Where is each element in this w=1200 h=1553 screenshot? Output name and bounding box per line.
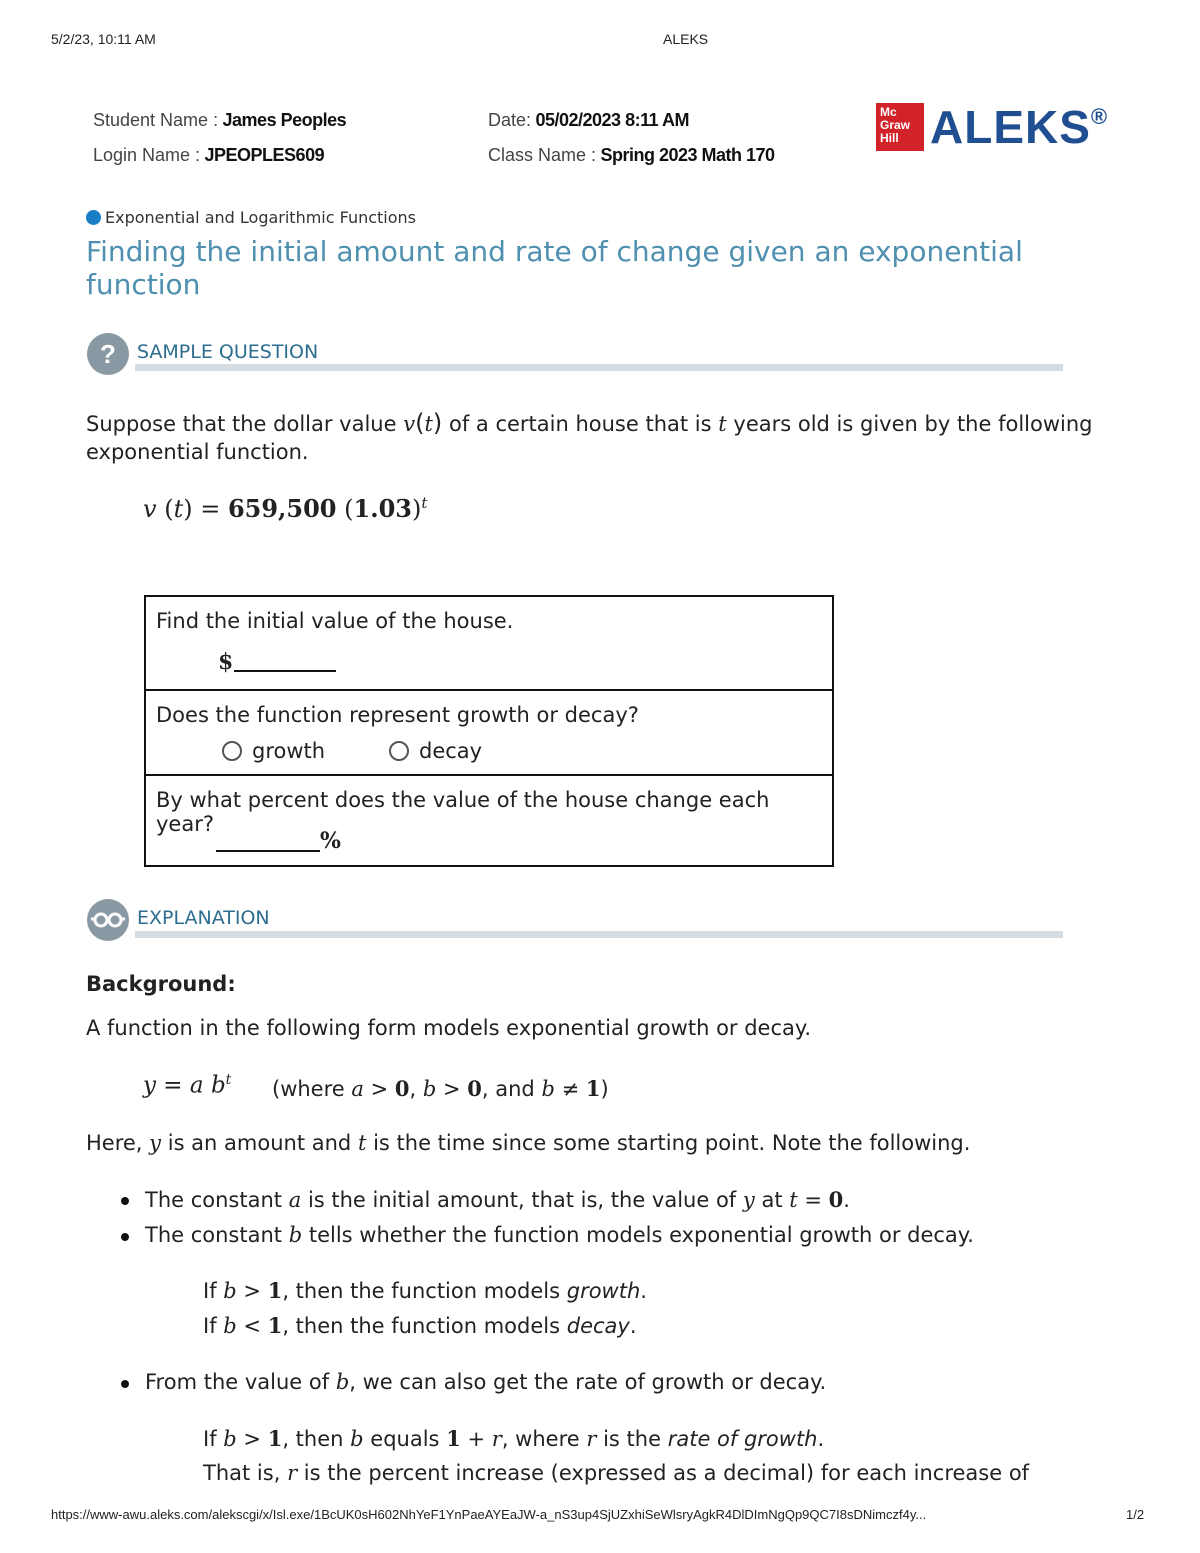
- date-row: [488, 110, 689, 131]
- question-mark-icon: ?: [87, 333, 129, 375]
- login-name-label: Login Name :: [93, 145, 201, 165]
- page-number: 1/2: [1126, 1507, 1145, 1522]
- general-formula: y = a $b^t$: [143, 1072, 232, 1099]
- question-growth-decay-text: Does the function represent growth or decay?: [156, 703, 639, 727]
- page-title-line2: function: [86, 268, 201, 301]
- here-note: Here, y is an amount and t is the time since some starting point. Note the following.: [86, 1131, 971, 1155]
- sample-question-heading: SAMPLE QUESTION: [137, 341, 319, 363]
- explanation-heading: EXPLANATION: [137, 907, 270, 929]
- explanation-intro: A function in the following form models exponential growth or decay.: [86, 1016, 812, 1040]
- class-name-row: [488, 145, 775, 166]
- decay-label: decay: [419, 739, 483, 763]
- sample-question-divider: [135, 364, 1063, 371]
- background-label: Background:: [86, 972, 236, 996]
- mcgraw-hill-logo: [876, 103, 924, 151]
- percent-change-input[interactable]: [216, 850, 320, 852]
- login-name-row: [93, 145, 324, 166]
- page-title-line1: Finding the initial amount and rate of change given an exponential: [86, 235, 1023, 268]
- if-growth-rule: If b > 1, then the function models growth.: [203, 1278, 647, 1303]
- bullet-icon: [121, 1233, 129, 1241]
- logo-mc: Mc: [880, 105, 897, 119]
- student-name-row: [93, 110, 346, 131]
- print-url: https://www-awu.aleks.com/alekscgi/x/Isl.exe/1BcUK0sH602NhYeF1YnPaeAYEaJW-a_nS3up4SjUZxhiSeWlsryAgkR4DlDImNgQp9QC7I8sDNimczf4y...: [51, 1507, 927, 1522]
- bullet-rate: From the value of b, we can also get the rate of growth or decay.: [145, 1370, 827, 1394]
- initial-value-input[interactable]: [234, 670, 336, 672]
- date-label: Date:: [488, 110, 532, 130]
- bullet-icon: [121, 1197, 129, 1205]
- decay-radio[interactable]: [389, 741, 409, 761]
- aleks-logo: [930, 100, 1108, 154]
- page-title: [86, 235, 1023, 301]
- logo-graw: Graw: [880, 118, 911, 132]
- dollar-sign: $: [218, 649, 234, 675]
- bullet-growth-decay: The constant b tells whether the function models exponential growth or decay.: [145, 1223, 974, 1247]
- aleks-logo-text: ALEKS: [930, 101, 1091, 153]
- class-name-label: Class Name :: [488, 145, 597, 165]
- bullet-icon: [121, 1380, 129, 1388]
- question-box: [144, 595, 834, 867]
- bullet-initial-amount: The constant a is the initial amount, that is, the value of y at t = 0.: [145, 1187, 850, 1212]
- glasses-icon: [87, 899, 129, 941]
- growth-radio[interactable]: [222, 741, 242, 761]
- initial-value-answer: [218, 649, 233, 675]
- date-value: 05/02/2023 8:11 AM: [535, 110, 689, 130]
- sample-intro-line2: exponential function.: [86, 440, 309, 464]
- exponential-equation: v (t) = 659,500 $(1.03)^t$: [143, 494, 428, 523]
- student-name-label: Student Name :: [93, 110, 219, 130]
- that-is-note: That is, r is the percent increase (expressed as a decimal) for each increase of: [203, 1461, 1030, 1485]
- print-title: ALEKS: [663, 31, 709, 47]
- topic-category-text: Exponential and Logarithmic Functions: [105, 208, 417, 227]
- category-dot-icon: [86, 210, 101, 225]
- login-name-value: JPEOPLES609: [204, 145, 325, 165]
- registered-mark: ®: [1090, 104, 1109, 129]
- growth-label: growth: [252, 739, 326, 763]
- question-initial-value-text: Find the initial value of the house.: [156, 609, 514, 633]
- decay-option[interactable]: [389, 739, 482, 763]
- question-percent-change-text: By what percent does the value of the house change each year?: [156, 788, 770, 836]
- percent-sign: %: [320, 828, 341, 854]
- class-name-value: Spring 2023 Math 170: [600, 145, 775, 165]
- student-name-value: James Peoples: [222, 110, 347, 130]
- sample-intro-line1: Suppose that the dollar value v(t) of a certain house that is t years old is given by the following: [86, 409, 1093, 437]
- growth-option[interactable]: [222, 739, 325, 763]
- question-percent-change: [146, 776, 832, 865]
- explanation-divider: [135, 931, 1063, 938]
- topic-category: [86, 208, 416, 227]
- formula-conditions: (where a > 0, b > 0, and b ≠ 1): [272, 1076, 609, 1101]
- print-datetime: 5/2/23, 10:11 AM: [51, 31, 156, 47]
- logo-hill: Hill: [880, 131, 899, 145]
- if-decay-rule: If b < 1, then the function models decay.: [203, 1313, 637, 1338]
- question-growth-decay: [146, 691, 832, 776]
- rate-of-growth-rule: If b > 1, then b equals 1 + r, where r is the rate of growth.: [203, 1426, 825, 1451]
- question-initial-value: [146, 597, 832, 691]
